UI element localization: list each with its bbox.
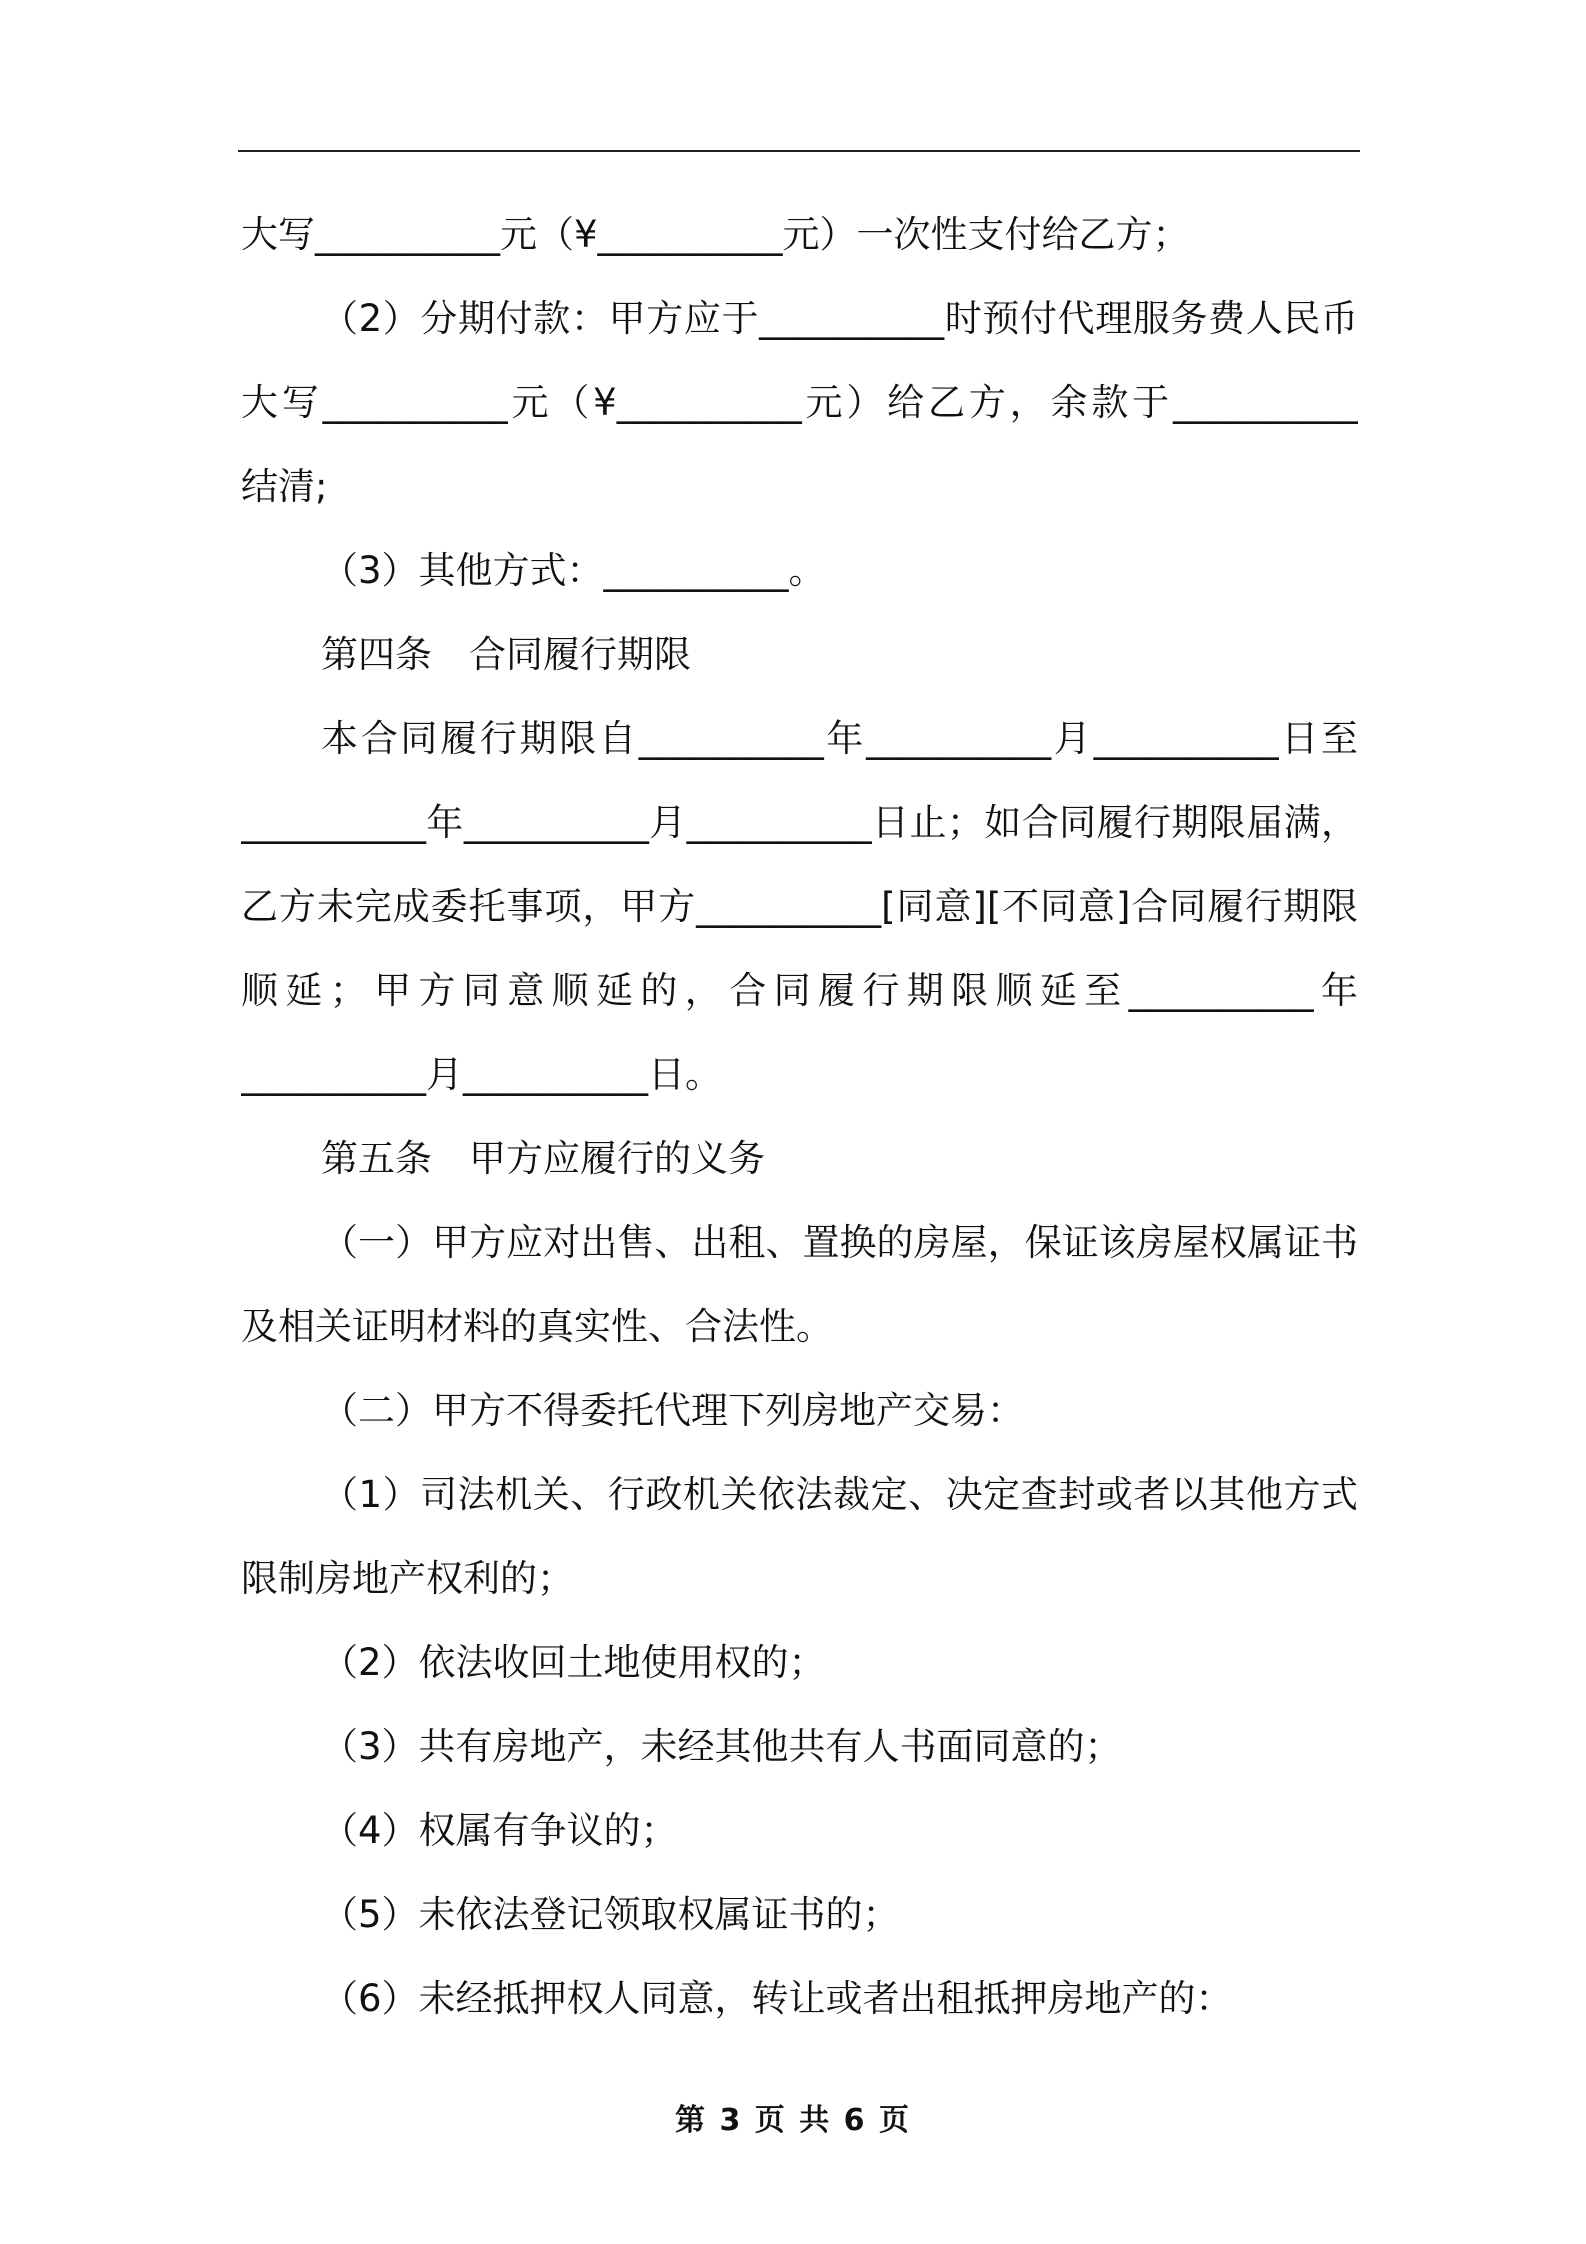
text-line: （4）权属有争议的； xyxy=(321,1809,678,1852)
text-line: __________月__________日。 xyxy=(241,1053,722,1096)
text-line: （2）依法收回土地使用权的； xyxy=(321,1641,826,1684)
text-line: 本合同履行期限自__________年__________月__________日至 xyxy=(321,717,1358,760)
text-line: （3）其他方式：__________。 xyxy=(321,549,826,592)
text-line: 顺延；甲方同意顺延的，合同履行期限顺延至__________年 xyxy=(241,969,1358,1012)
text-line: （2）分期付款：甲方应于__________时预付代理服务费人民币 xyxy=(321,297,1358,340)
text-line: （3）共有房地产，未经其他共有人书面同意的； xyxy=(321,1725,1122,1768)
page-number: 第 3 页 共 6 页 xyxy=(675,2103,911,2138)
text-line: __________年__________月__________日止；如合同履行期限届满， xyxy=(241,801,1358,844)
text-line: 大写__________元（¥__________元）给乙方，余款于__________ xyxy=(241,381,1358,424)
text-line: （一）甲方应对出售、出租、置换的房屋，保证该房屋权属证书 xyxy=(321,1221,1358,1264)
article-heading: 第五条 甲方应履行的义务 xyxy=(321,1137,765,1180)
document-body xyxy=(241,193,1358,2041)
text-line: 大写__________元（¥__________元）一次性支付给乙方； xyxy=(241,213,1190,256)
text-line: （6）未经抵押权人同意，转让或者出租抵押房地产的： xyxy=(321,1977,1233,2020)
text-line: 乙方未完成委托事项，甲方__________[同意][不同意]合同履行期限 xyxy=(241,885,1358,928)
text-line: 结清; xyxy=(241,465,328,508)
header-rule xyxy=(238,150,1360,152)
text-line: （二）甲方不得委托代理下列房地产交易： xyxy=(321,1389,1024,1432)
text-line: （1）司法机关、行政机关依法裁定、决定查封或者以其他方式 xyxy=(321,1473,1358,1516)
text-line: 限制房地产权利的； xyxy=(241,1557,574,1600)
text-line: （5）未依法登记领取权属证书的； xyxy=(321,1893,900,1936)
text-line: 及相关证明材料的真实性、合法性。 xyxy=(241,1305,833,1348)
article-heading: 第四条 合同履行期限 xyxy=(321,633,691,676)
